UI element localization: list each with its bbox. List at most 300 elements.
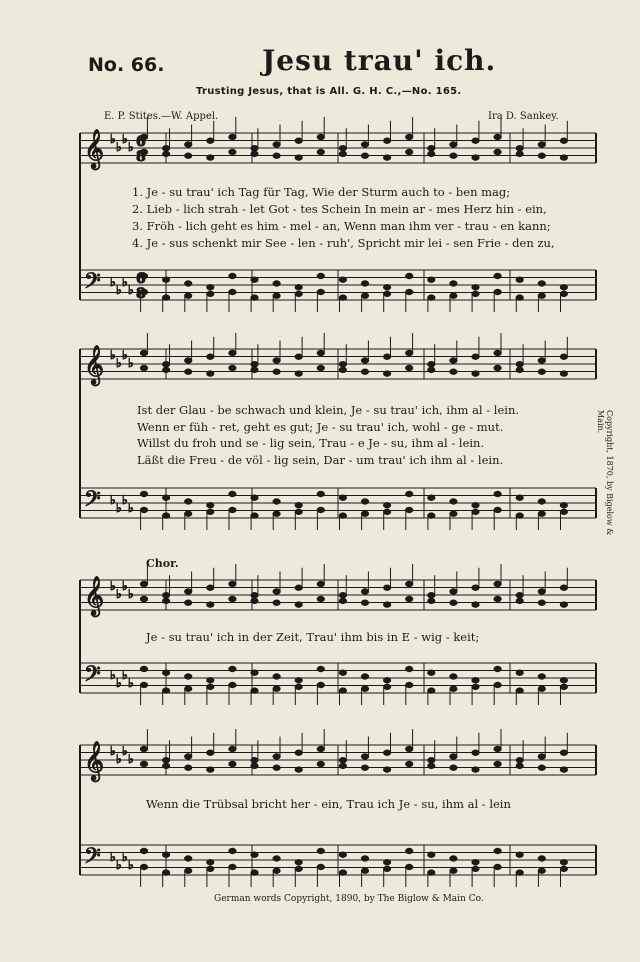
flat-icon: ♭: [110, 275, 116, 289]
chorus-label: Chor.: [146, 557, 179, 570]
notehead: [472, 285, 479, 290]
notehead: [516, 367, 523, 372]
notehead: [207, 767, 214, 772]
notehead: [229, 289, 236, 294]
notehead: [207, 354, 214, 359]
notehead: [516, 852, 523, 857]
notehead: [339, 295, 346, 300]
music-credit: Ira D. Sankey.: [488, 111, 559, 122]
notehead: [538, 142, 545, 147]
notehead: [251, 151, 258, 156]
flat-icon: ♭: [122, 850, 128, 864]
bass-clef-icon: 𝄢: [84, 487, 101, 517]
notehead: [450, 293, 457, 298]
flat-icon: ♭: [110, 132, 116, 146]
hymn-subtitle: Trusting Jesus, that is All. G. H. C.,—No. 165.: [196, 86, 462, 97]
notehead: [163, 151, 170, 156]
notehead: [140, 746, 147, 751]
notehead: [560, 138, 567, 143]
notehead: [273, 358, 280, 363]
notehead: [450, 281, 457, 286]
notehead: [185, 281, 192, 286]
notehead: [472, 585, 479, 590]
notehead: [295, 866, 302, 871]
notehead: [560, 866, 567, 871]
notehead: [295, 354, 302, 359]
notehead: [207, 291, 214, 296]
flat-icon: ♭: [128, 283, 134, 297]
notehead: [361, 358, 368, 363]
notehead: [140, 581, 147, 586]
notehead: [207, 684, 214, 689]
notehead: [361, 856, 368, 861]
notehead: [494, 149, 501, 154]
notehead: [317, 365, 324, 370]
notehead: [229, 134, 236, 139]
notehead: [317, 746, 324, 751]
notehead: [185, 686, 192, 691]
notehead: [516, 151, 523, 156]
notehead: [428, 670, 435, 675]
notehead: [450, 153, 457, 158]
notehead: [538, 369, 545, 374]
notehead: [317, 507, 324, 512]
notehead: [494, 848, 501, 853]
notehead: [406, 596, 413, 601]
notehead: [339, 495, 346, 500]
notehead: [317, 273, 324, 278]
notehead: [163, 495, 170, 500]
notehead: [494, 350, 501, 355]
notehead: [538, 153, 545, 158]
notehead: [384, 371, 391, 376]
notehead: [251, 295, 258, 300]
notehead: [516, 513, 523, 518]
notehead: [229, 761, 236, 766]
notehead: [295, 767, 302, 772]
notehead: [229, 682, 236, 687]
notehead: [185, 153, 192, 158]
flat-icon: ♭: [110, 348, 116, 362]
notehead: [384, 285, 391, 290]
chorus-line-1: Je - su trau' ich in der Zeit, Trau' ihm bis in E - wig - keit;: [146, 630, 480, 644]
notehead: [538, 856, 545, 861]
treble-clef-icon: 𝄞: [84, 345, 105, 385]
notehead: [251, 870, 258, 875]
verse-4-line-a: 4. Je - sus schenkt mir See - len - ruh', Spricht mir lei - sen Frie - den zu,: [132, 236, 555, 250]
notehead: [207, 866, 214, 871]
notehead: [140, 761, 147, 766]
notehead: [538, 499, 545, 504]
notehead: [295, 585, 302, 590]
hymn-number: No. 66.: [88, 54, 165, 76]
notehead: [516, 598, 523, 603]
notehead: [339, 688, 346, 693]
bass-clef-icon: 𝄢: [84, 662, 101, 692]
notehead: [450, 754, 457, 759]
notehead: [361, 281, 368, 286]
notehead: [494, 289, 501, 294]
notehead: [494, 666, 501, 671]
notehead: [538, 511, 545, 516]
notehead: [273, 369, 280, 374]
notehead: [185, 856, 192, 861]
notehead: [384, 866, 391, 871]
notehead: [450, 358, 457, 363]
notehead: [339, 151, 346, 156]
notehead: [516, 593, 523, 598]
notehead: [317, 761, 324, 766]
notehead: [538, 754, 545, 759]
verse-4-line-b: Läßt die Freu - de völ - lig sein, Dar - um trau' ich ihm al - lein.: [137, 453, 504, 467]
notehead: [428, 367, 435, 372]
notehead: [339, 593, 346, 598]
notehead: [516, 758, 523, 763]
notehead: [207, 371, 214, 376]
notehead: [163, 870, 170, 875]
flat-icon: ♭: [122, 348, 128, 362]
verse-2-line-b: Wenn er füh - ret, geht es gut; Je - su trau' ich, wohl - ge - mut.: [137, 420, 504, 434]
notehead: [428, 495, 435, 500]
notehead: [229, 581, 236, 586]
treble-clef-icon: 𝄞: [84, 129, 105, 169]
notehead: [251, 688, 258, 693]
notehead: [516, 870, 523, 875]
notehead: [339, 277, 346, 282]
notehead: [384, 138, 391, 143]
notehead: [251, 367, 258, 372]
notehead: [472, 503, 479, 508]
notehead: [406, 491, 413, 496]
bass-clef-icon: 𝄢: [84, 844, 101, 874]
time-signature: 6: [136, 271, 146, 287]
notehead: [406, 746, 413, 751]
notehead: [361, 600, 368, 605]
flat-icon: ♭: [128, 752, 134, 766]
notehead: [450, 511, 457, 516]
notehead: [428, 852, 435, 857]
notehead: [339, 513, 346, 518]
notehead: [140, 848, 147, 853]
notehead: [428, 146, 435, 151]
notehead: [560, 291, 567, 296]
notehead: [229, 365, 236, 370]
notehead: [273, 765, 280, 770]
notehead: [339, 598, 346, 603]
flat-icon: ♭: [110, 668, 116, 682]
notehead: [251, 670, 258, 675]
notehead: [560, 602, 567, 607]
notehead: [428, 295, 435, 300]
notehead: [295, 285, 302, 290]
verse-2-line-a: 2. Lieb - lich strah - let Got - tes Schein In mein ar - mes Herz hin - ein,: [132, 202, 547, 216]
notehead: [472, 860, 479, 865]
notehead: [273, 600, 280, 605]
notehead: [361, 499, 368, 504]
notehead: [472, 750, 479, 755]
flat-icon: ♭: [116, 356, 122, 370]
notehead: [472, 767, 479, 772]
notehead: [538, 765, 545, 770]
notehead: [273, 686, 280, 691]
notehead: [273, 674, 280, 679]
notehead: [229, 149, 236, 154]
notehead: [185, 868, 192, 873]
notehead: [472, 354, 479, 359]
flat-icon: ♭: [128, 356, 134, 370]
notehead: [295, 155, 302, 160]
flat-icon: ♭: [122, 744, 128, 758]
notehead: [428, 763, 435, 768]
notehead: [295, 678, 302, 683]
notehead: [428, 513, 435, 518]
notehead: [428, 870, 435, 875]
notehead: [295, 684, 302, 689]
hymn-title: Jesu trau' ich.: [262, 44, 497, 77]
notehead: [361, 369, 368, 374]
notehead: [207, 585, 214, 590]
notehead: [251, 362, 258, 367]
notehead: [406, 289, 413, 294]
notehead: [538, 589, 545, 594]
notehead: [339, 852, 346, 857]
notehead: [560, 371, 567, 376]
notehead: [406, 365, 413, 370]
notehead: [317, 149, 324, 154]
notehead: [163, 758, 170, 763]
notehead: [560, 860, 567, 865]
notehead: [251, 852, 258, 857]
notehead: [428, 598, 435, 603]
notehead: [384, 750, 391, 755]
notehead: [317, 491, 324, 496]
notehead: [163, 513, 170, 518]
notehead: [560, 684, 567, 689]
verse-3-line-a: 3. Fröh - lich geht es him - mel - an, Wenn man ihm ver - trau - en kann;: [132, 219, 551, 233]
notehead: [361, 153, 368, 158]
notehead: [229, 491, 236, 496]
notehead: [560, 155, 567, 160]
notehead: [229, 746, 236, 751]
notehead: [361, 142, 368, 147]
notehead: [273, 754, 280, 759]
notehead: [560, 767, 567, 772]
notehead: [450, 856, 457, 861]
notehead: [472, 371, 479, 376]
time-signature: 6: [136, 134, 146, 150]
flat-icon: ♭: [122, 668, 128, 682]
notehead: [494, 507, 501, 512]
notehead: [185, 293, 192, 298]
notehead: [361, 868, 368, 873]
notehead: [406, 507, 413, 512]
notehead: [295, 371, 302, 376]
flat-icon: ♭: [110, 493, 116, 507]
notehead: [295, 750, 302, 755]
notehead: [494, 134, 501, 139]
flat-icon: ♭: [116, 752, 122, 766]
notehead: [494, 746, 501, 751]
notehead: [273, 281, 280, 286]
notehead: [538, 868, 545, 873]
flat-icon: ♭: [122, 275, 128, 289]
notehead: [229, 666, 236, 671]
notehead: [229, 350, 236, 355]
flat-icon: ♭: [122, 579, 128, 593]
notehead: [384, 509, 391, 514]
notehead: [251, 146, 258, 151]
notehead: [317, 666, 324, 671]
notehead: [163, 146, 170, 151]
flat-icon: ♭: [128, 858, 134, 872]
notehead: [163, 593, 170, 598]
notehead: [450, 499, 457, 504]
notehead: [538, 600, 545, 605]
notehead: [472, 291, 479, 296]
notehead: [560, 509, 567, 514]
notehead: [163, 367, 170, 372]
notehead: [273, 856, 280, 861]
verse-1-line-a: 1. Je - su trau' ich Tag für Tag, Wie der Sturm auch to - ben mag;: [132, 185, 511, 199]
notehead: [450, 369, 457, 374]
notehead: [516, 362, 523, 367]
flat-icon: ♭: [110, 744, 116, 758]
notehead: [538, 686, 545, 691]
notehead: [560, 585, 567, 590]
notehead: [560, 503, 567, 508]
notehead: [273, 142, 280, 147]
flat-icon: ♭: [110, 579, 116, 593]
notehead: [406, 864, 413, 869]
notehead: [140, 350, 147, 355]
notehead: [450, 765, 457, 770]
notehead: [273, 499, 280, 504]
notehead: [494, 365, 501, 370]
notehead: [273, 293, 280, 298]
notehead: [207, 678, 214, 683]
flat-icon: ♭: [122, 132, 128, 146]
notehead: [428, 277, 435, 282]
notehead: [273, 589, 280, 594]
notehead: [229, 507, 236, 512]
notehead: [339, 367, 346, 372]
notehead: [361, 686, 368, 691]
flat-icon: ♭: [128, 587, 134, 601]
notehead: [494, 864, 501, 869]
notehead: [384, 767, 391, 772]
notehead: [516, 495, 523, 500]
notehead: [472, 509, 479, 514]
notehead: [185, 600, 192, 605]
notehead: [163, 277, 170, 282]
notehead: [384, 291, 391, 296]
footer-copyright: German words Copyright, 1890, by The Biglow & Main Co.: [214, 894, 484, 904]
flat-icon: ♭: [122, 493, 128, 507]
notehead: [317, 596, 324, 601]
notehead: [560, 285, 567, 290]
time-signature: 8: [136, 286, 146, 302]
notehead: [185, 754, 192, 759]
notehead: [516, 688, 523, 693]
notehead: [295, 291, 302, 296]
notehead: [538, 358, 545, 363]
notehead: [494, 596, 501, 601]
notehead: [273, 153, 280, 158]
notehead: [207, 509, 214, 514]
notehead: [494, 273, 501, 278]
flat-icon: ♭: [116, 140, 122, 154]
bass-clef-icon: 𝄢: [84, 269, 101, 299]
notehead: [560, 678, 567, 683]
notehead: [472, 866, 479, 871]
chorus-line-2: Wenn die Trübsal bricht her - ein, Trau ich Je - su, ihm al - lein: [146, 797, 511, 811]
notehead: [207, 860, 214, 865]
notehead: [339, 670, 346, 675]
notehead: [361, 589, 368, 594]
notehead: [339, 763, 346, 768]
notehead: [207, 155, 214, 160]
notehead: [428, 758, 435, 763]
side-copyright: Copyright, 1870, by Bigelow & Main.: [596, 410, 614, 536]
notehead: [163, 670, 170, 675]
treble-clef-icon: 𝄞: [84, 741, 105, 781]
notehead: [207, 602, 214, 607]
flat-icon: ♭: [128, 676, 134, 690]
notehead: [361, 511, 368, 516]
notehead: [339, 362, 346, 367]
notehead: [140, 864, 147, 869]
flat-icon: ♭: [116, 676, 122, 690]
notehead: [516, 295, 523, 300]
flat-icon: ♭: [116, 858, 122, 872]
notehead: [317, 864, 324, 869]
notehead: [538, 674, 545, 679]
notehead: [472, 155, 479, 160]
notehead: [339, 870, 346, 875]
notehead: [140, 596, 147, 601]
notehead: [207, 503, 214, 508]
verse-3-line-b: Willst du froh und se - lig sein, Trau - e Je - su, ihm al - lein.: [137, 436, 485, 450]
notehead: [140, 507, 147, 512]
notehead: [295, 138, 302, 143]
notehead: [516, 277, 523, 282]
notehead: [428, 362, 435, 367]
notehead: [185, 358, 192, 363]
notehead: [163, 688, 170, 693]
notehead: [428, 593, 435, 598]
notehead: [251, 593, 258, 598]
notehead: [317, 581, 324, 586]
notehead: [251, 495, 258, 500]
notehead: [317, 682, 324, 687]
notehead: [361, 754, 368, 759]
notehead: [185, 369, 192, 374]
notehead: [251, 598, 258, 603]
notehead: [361, 293, 368, 298]
notehead: [560, 354, 567, 359]
notehead: [406, 682, 413, 687]
notehead: [450, 674, 457, 679]
notehead: [295, 503, 302, 508]
flat-icon: ♭: [128, 501, 134, 515]
notehead: [207, 138, 214, 143]
notehead: [538, 281, 545, 286]
notehead: [516, 146, 523, 151]
notehead: [229, 273, 236, 278]
notehead: [273, 511, 280, 516]
notehead: [317, 134, 324, 139]
notehead: [140, 491, 147, 496]
